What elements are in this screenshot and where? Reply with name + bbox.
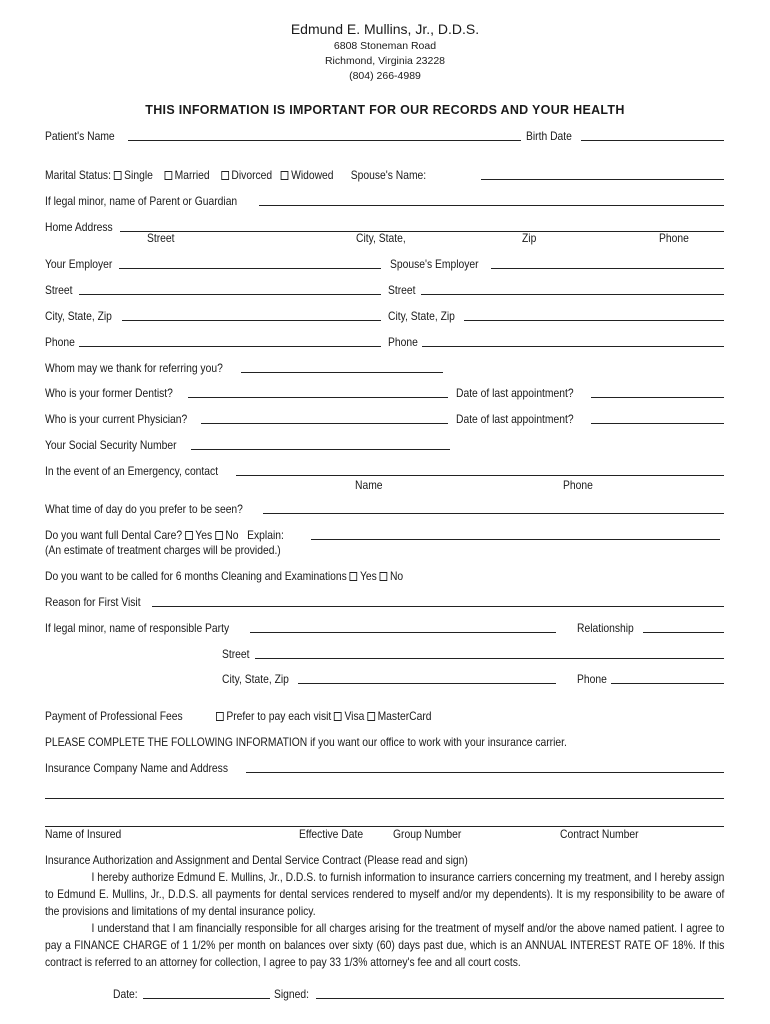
birth-date-field[interactable] <box>581 140 724 141</box>
responsible-party-label: If legal minor, name of responsible Party <box>45 621 230 635</box>
authorization-paragraph: I hereby authorize Edmund E. Mullins, Jr., D.D.S. to furnish information to insurance carriers concerning my treatment, and I hereby assign to Edmund E. Mullins, Jr., D.D.S. all payments for dental services rendered to myself and/or my dependents). It is my responsibility to be aware of the provisions and limitations of my dental insurance policy. <box>45 870 725 918</box>
signed-label: Signed: <box>274 987 310 1001</box>
practice-address-line1: 6808 Stoneman Road <box>333 40 437 52</box>
explain-label: Explain: <box>247 528 284 542</box>
your-employer-label: Your Employer <box>45 257 113 271</box>
physician-field[interactable] <box>201 423 448 424</box>
page-headline: THIS INFORMATION IS IMPORTANT FOR OUR RECORDS AND YOUR HEALTH <box>145 103 625 117</box>
mastercard-label: MasterCard <box>377 709 432 723</box>
rp-phone-field[interactable] <box>611 683 724 684</box>
marital-status-label: Marital Status: <box>45 168 111 182</box>
payment-label: Payment of Professional Fees <box>45 709 183 723</box>
spouses-name-field[interactable] <box>481 179 724 180</box>
employer-street-label: Street <box>45 283 73 297</box>
six-months-no-checkbox[interactable] <box>380 572 388 581</box>
explain-field[interactable] <box>311 539 720 540</box>
contract-number-caption: Contract Number <box>560 827 639 841</box>
visa-label: Visa <box>344 709 365 723</box>
physician-last-appt-field[interactable] <box>591 423 724 424</box>
former-dentist-field[interactable] <box>188 397 448 398</box>
guardian-field[interactable] <box>259 205 724 206</box>
patients-name-field[interactable] <box>128 140 521 141</box>
practice-address-line2: Richmond, Virginia 23228 <box>324 55 446 67</box>
six-months-yes-label: Yes <box>359 569 377 583</box>
physician-label: Who is your current Physician? <box>45 412 188 426</box>
spouses-employer-label: Spouse's Employer <box>390 257 479 271</box>
guardian-label: If legal minor, name of Parent or Guardian <box>45 194 238 208</box>
rp-city-field[interactable] <box>298 683 556 684</box>
insurance-company-field[interactable] <box>246 772 724 773</box>
home-address-field[interactable] <box>120 231 724 232</box>
spouse-employer-street-label: Street <box>388 283 416 297</box>
employer-phone-label: Phone <box>45 335 75 349</box>
employer-street-field[interactable] <box>79 294 381 295</box>
insurance-address-line2[interactable] <box>45 798 724 799</box>
insurance-company-label: Insurance Company Name and Address <box>45 761 229 775</box>
employer-phone-field[interactable] <box>79 346 381 347</box>
spouse-employer-city-field[interactable] <box>464 320 724 321</box>
full-dental-yes-checkbox[interactable] <box>185 531 193 540</box>
spouse-employer-street-field[interactable] <box>421 294 724 295</box>
emergency-field[interactable] <box>236 475 724 476</box>
please-complete-note: PLEASE COMPLETE THE FOLLOWING INFORMATION if you want our office to work with your insurance carrier. <box>45 735 567 749</box>
estimate-note: (An estimate of treatment charges will be provided.) <box>45 543 281 557</box>
signature-field[interactable] <box>316 998 724 999</box>
group-number-caption: Group Number <box>393 827 462 841</box>
practice-phone: (804) 266-4989 <box>349 70 421 82</box>
spouses-employer-field[interactable] <box>491 268 724 269</box>
reason-label: Reason for First Visit <box>45 595 141 609</box>
single-label: Single <box>124 168 153 182</box>
widowed-label: Widowed <box>291 168 334 182</box>
rp-street-label: Street <box>222 647 250 661</box>
your-employer-field[interactable] <box>119 268 381 269</box>
divorced-label: Divorced <box>231 168 273 182</box>
pay-each-visit-label: Prefer to pay each visit <box>226 709 332 723</box>
spouse-employer-phone-label: Phone <box>388 335 418 349</box>
birth-date-label: Birth Date <box>526 129 572 143</box>
full-dental-row <box>45 529 284 541</box>
full-dental-yes-label: Yes <box>195 528 213 542</box>
visa-checkbox[interactable] <box>334 712 342 721</box>
employer-city-field[interactable] <box>122 320 381 321</box>
authorization-title: Insurance Authorization and Assignment and Dental Service Contract (Please read and sign) <box>45 853 468 867</box>
emergency-name-caption: Name <box>355 478 383 492</box>
patients-name-label: Patient's Name <box>45 129 115 143</box>
responsible-party-field[interactable] <box>250 632 556 633</box>
divorced-checkbox[interactable] <box>221 171 229 180</box>
marital-status-row <box>45 169 426 181</box>
relationship-field[interactable] <box>643 632 724 633</box>
referral-field[interactable] <box>241 372 443 373</box>
former-dentist-label: Who is your former Dentist? <box>45 386 173 400</box>
payment-options-row <box>216 710 431 722</box>
home-zip-caption: Zip <box>522 231 537 245</box>
rp-phone-label: Phone <box>577 672 607 686</box>
full-dental-label: Do you want full Dental Care? <box>45 528 183 542</box>
relationship-label: Relationship <box>577 621 634 635</box>
single-checkbox[interactable] <box>114 171 122 180</box>
home-street-caption: Street <box>147 231 175 245</box>
time-of-day-field[interactable] <box>263 513 724 514</box>
time-of-day-label: What time of day do you prefer to be seen? <box>45 502 243 516</box>
six-months-row <box>45 570 403 582</box>
practice-name: Edmund E. Mullins, Jr., D.D.S. <box>290 21 480 37</box>
six-months-label: Do you want to be called for 6 months Cleaning and Examinations <box>45 569 347 583</box>
referral-label: Whom may we thank for referring you? <box>45 361 223 375</box>
employer-city-label: City, State, Zip <box>45 309 112 323</box>
emergency-label: In the event of an Emergency, contact <box>45 464 219 478</box>
name-of-insured-caption: Name of Insured <box>45 827 122 841</box>
six-months-no-label: No <box>389 569 404 583</box>
physician-last-appt-label: Date of last appointment? <box>456 412 574 426</box>
spouse-employer-city-label: City, State, Zip <box>388 309 455 323</box>
date-label: Date: <box>113 987 138 1001</box>
financial-responsibility-paragraph: I understand that I am financially responsible for all charges arising for the treatment of myself and/or the above named patient. I agree to pay a FINANCE CHARGE of 1 1/2% per month on balances over sixty (60) days past due, which is an ANNUAL INTEREST RATE OF 18%. If this contract is referred to an attorney for collection, I agree to pay 33 1/3% attorney's fee and all court costs. <box>45 921 725 969</box>
six-months-yes-checkbox[interactable] <box>350 572 358 581</box>
married-checkbox[interactable] <box>164 171 172 180</box>
emergency-phone-caption: Phone <box>563 478 593 492</box>
spouses-name-label: Spouse's Name: <box>350 168 427 182</box>
rp-street-field[interactable] <box>255 658 724 659</box>
ssn-field[interactable] <box>191 449 450 450</box>
spouse-employer-phone-field[interactable] <box>422 346 724 347</box>
ssn-label: Your Social Security Number <box>45 438 177 452</box>
dentist-last-appt-label: Date of last appointment? <box>456 386 574 400</box>
reason-field[interactable] <box>152 606 724 607</box>
home-phone-caption: Phone <box>659 231 689 245</box>
date-field[interactable] <box>143 998 270 999</box>
full-dental-no-label: No <box>225 528 239 542</box>
full-dental-no-checkbox[interactable] <box>215 531 223 540</box>
widowed-checkbox[interactable] <box>281 171 289 180</box>
mastercard-checkbox[interactable] <box>367 712 375 721</box>
dentist-last-appt-field[interactable] <box>591 397 724 398</box>
effective-date-caption: Effective Date <box>299 827 364 841</box>
home-city-state-caption: City, State, <box>356 231 406 245</box>
married-label: Married <box>174 168 210 182</box>
home-address-label: Home Address <box>45 220 113 234</box>
pay-each-visit-checkbox[interactable] <box>216 712 224 721</box>
rp-city-label: City, State, Zip <box>222 672 289 686</box>
